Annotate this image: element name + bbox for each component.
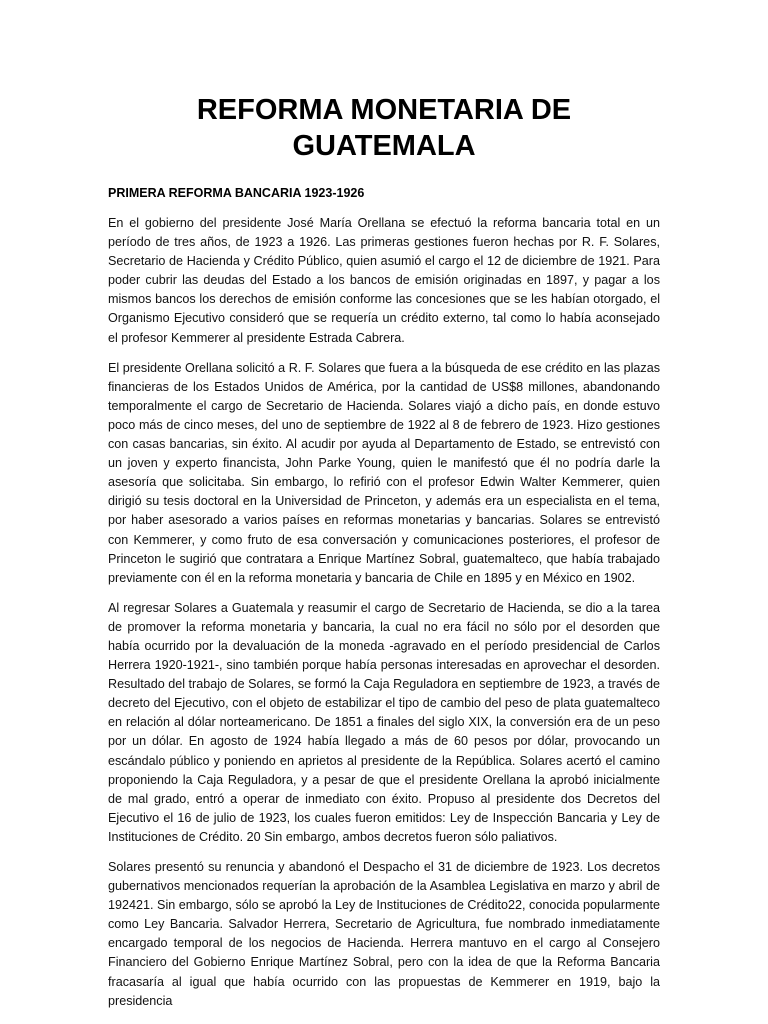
paragraph-3: Al regresar Solares a Guatemala y reasumir el cargo de Secretario de Hacienda, se dio a la tarea de promover la reforma monetaria y bancaria, la cual no era fácil no sólo por el desorden que había ocurrido por la devaluación de la moneda -agravado en el período presidencial de Carlos Herrera 1920-1921-, sino también porque había personas interesadas en aprovechar el desorden. Resultado del trabajo de Solares, se formó la Caja Reguladora en septiembre de 1923, a través de decreto del Ejecutivo, con el objeto de estabilizar el tipo de cambio del peso de plata guatemalteco en relación al dólar norteamericano. De 1851 a finales del siglo XIX, la conversión era de un peso por un dólar. En agosto de 1924 había llegado a más de 60 pesos por dólar, provocando un escándalo público y poniendo en aprietos al presidente de la República. Solares acertó el camino proponiendo la Caja Reguladora, y a pesar de que el presidente Orellana la aprobó inicialmente de mal grado, entró a operar de inmediato con éxito. Propuso al presidente dos Decretos del Ejecutivo el 16 de julio de 1923, los cuales fueron emitidos: Ley de Inspección Bancaria y Ley de Instituciones de Crédito. 20 Sin embargo, ambos decretos fueron sólo paliativos. xyxy=(108,600,660,844)
section-heading: PRIMERA REFORMA BANCARIA 1923-1926 xyxy=(108,186,365,200)
paragraph-4: Solares presentó su renuncia y abandonó el Despacho el 31 de diciembre de 1923. Los decretos gubernativos mencionados requerían la aprobación de la Asamblea Legislativa en marzo y abril de 192421. Sin embargo, sólo se aprobó la Ley de Instituciones de Crédito22, conocida popularmente como Ley Bancaria. Salvador Herrera, Secretario de Agricultura, fue nombrado inmediatamente encargado temporal de los negocios de Hacienda. Herrera mantuvo en el cargo al Consejero Financiero del Gobierno Enrique Martínez Sobral, pero con la idea de que la Reforma Bancaria fracasaría al igual que había ocurrido con las propuestas de Kemmerer en 1919, bajo la presidencia xyxy=(108,860,660,1008)
document-title: REFORMA MONETARIA DE GUATEMALA xyxy=(196,94,572,162)
paragraph-2: El presidente Orellana solicitó a R. F. Solares que fuera a la búsqueda de ese crédito en las plazas financieras de los Estados Unidos de América, por la cantidad de US$8 millones, abandonando temporalmente el cargo de Secretario de Hacienda. Solares viajó a dicho país, en donde estuvo poco más de cinco meses, del uno de septiembre de 1922 al 8 de febrero de 1923. Hizo gestiones con casas bancarias, sin éxito. Al acudir por ayuda al Departamento de Estado, se entrevistó con un joven y experto financista, John Parke Young, quien le manifestó que él no podría darle la asesoría que solicitaba. Sin embargo, lo refirió con el profesor Edwin Walter Kemmerer, quien dirigió su tesis doctoral en la Universidad de Princeton, y además era un especialista en el tema, por haber asesorado a varios países en reformas monetarias y bancarias. Solares se entrevistó con Kemmerer, y como fruto de esa conversación y comunicaciones posteriores, el profesor de Princeton le sugirió que contratara a Enrique Martínez Sobral, guatemalteco, que había trabajado previamente con él en la reforma monetaria y bancaria de Chile en 1895 y en México en 1902. xyxy=(108,360,660,585)
paragraph-1: En el gobierno del presidente José María Orellana se efectuó la reforma bancaria total en un período de tres años, de 1923 a 1926. Las primeras gestiones fueron hechas por R. F. Solares, Secretario de Hacienda y Crédito Público, quien asumió el cargo el 12 de diciembre de 1921. Para poder cubrir las deudas del Estado a los bancos de emisión originadas en 1897, y pagar a los mismos bancos los derechos de emisión conforme las concesiones que se les habían otorgado, el Organismo Ejecutivo consideró que se requería un crédito externo, tal como lo había aconsejado el profesor Kemmerer al presidente Estrada Cabrera. xyxy=(108,216,660,345)
